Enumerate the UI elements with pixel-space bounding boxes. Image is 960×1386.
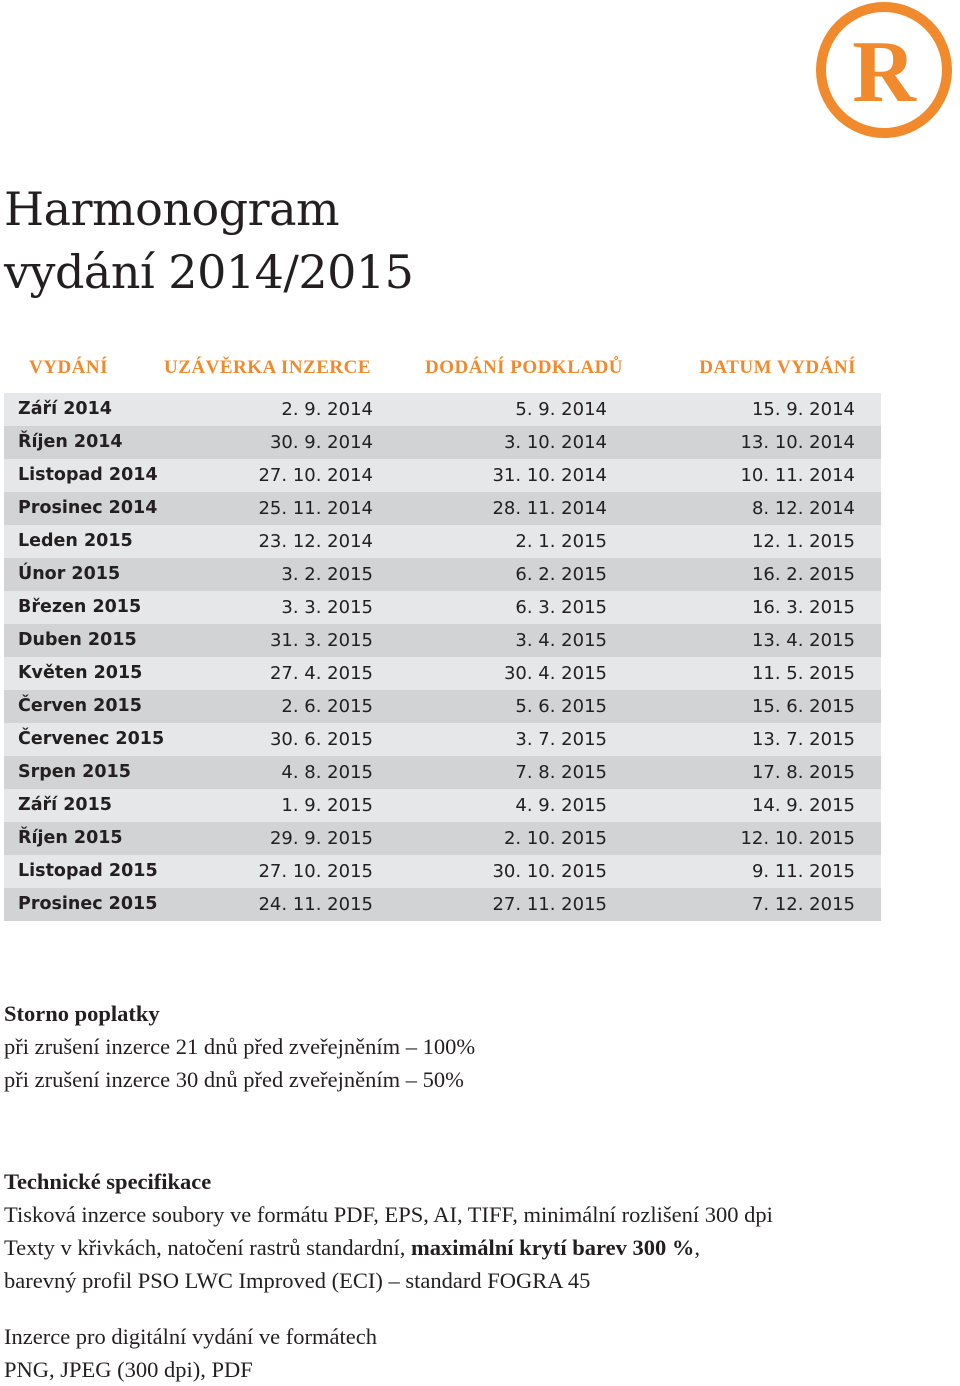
closing-date-cell: 29. 9. 2015 <box>269 828 373 849</box>
delivery-date-cell: 30. 10. 2015 <box>492 861 607 882</box>
closing-date-cell: 23. 12. 2014 <box>258 531 373 552</box>
publication-date-cell: 15. 9. 2014 <box>751 399 855 420</box>
table-row <box>4 624 881 657</box>
table-row <box>4 723 881 756</box>
closing-date-cell: 2. 9. 2014 <box>281 399 373 420</box>
delivery-date-cell: 3. 7. 2015 <box>515 729 607 750</box>
issue-cell: Říjen 2015 <box>18 828 123 848</box>
page-title <box>4 178 413 304</box>
issue-cell: Září 2014 <box>18 399 112 419</box>
closing-date-cell: 30. 6. 2015 <box>269 729 373 750</box>
publication-date-cell: 8. 12. 2014 <box>751 498 855 519</box>
table-row <box>4 426 881 459</box>
publication-date-cell: 12. 1. 2015 <box>751 531 855 552</box>
issue-cell: Červen 2015 <box>18 696 142 716</box>
publication-date-cell: 15. 6. 2015 <box>751 696 855 717</box>
column-header-delivery: DODÁNÍ PODKLADŮ <box>425 357 624 378</box>
issue-cell: Říjen 2014 <box>18 432 123 452</box>
cancellation-fees-section <box>4 997 475 1096</box>
table-row <box>4 690 881 723</box>
schedule-table-header <box>4 350 881 393</box>
table-row <box>4 822 881 855</box>
column-header-publication: DATUM VYDÁNÍ <box>699 357 856 378</box>
table-row <box>4 393 881 426</box>
technical-specs-section <box>4 1165 773 1297</box>
digital-edition-formats: PNG, JPEG (300 dpi), PDF <box>4 1357 253 1382</box>
publication-date-cell: 12. 10. 2015 <box>740 828 855 849</box>
delivery-date-cell: 28. 11. 2014 <box>492 498 607 519</box>
column-header-issue: VYDÁNÍ <box>29 357 108 378</box>
table-row <box>4 855 881 888</box>
delivery-date-cell: 27. 11. 2015 <box>492 894 607 915</box>
table-row <box>4 492 881 525</box>
closing-date-cell: 27. 10. 2015 <box>258 861 373 882</box>
column-header-closing: UZÁVĚRKA INZERCE <box>164 357 372 378</box>
issue-cell: Září 2015 <box>18 795 112 815</box>
delivery-date-cell: 2. 10. 2015 <box>503 828 607 849</box>
table-row <box>4 789 881 822</box>
issue-cell: Červenec 2015 <box>18 729 165 749</box>
issue-cell: Prosinec 2014 <box>18 498 158 518</box>
publication-date-cell: 16. 2. 2015 <box>751 564 855 585</box>
technical-spec-text: , <box>694 1235 700 1260</box>
table-row <box>4 888 881 921</box>
issue-cell: Únor 2015 <box>18 564 121 584</box>
closing-date-cell: 30. 9. 2014 <box>269 432 373 453</box>
publication-date-cell: 9. 11. 2015 <box>751 861 855 882</box>
delivery-date-cell: 5. 9. 2014 <box>515 399 607 420</box>
delivery-date-cell: 3. 4. 2015 <box>515 630 607 651</box>
issue-cell: Listopad 2015 <box>18 861 158 881</box>
issue-cell: Květen 2015 <box>18 663 143 683</box>
closing-date-cell: 3. 2. 2015 <box>281 564 373 585</box>
publication-date-cell: 16. 3. 2015 <box>751 597 855 618</box>
digital-edition-line: Inzerce pro digitální vydání ve formátech <box>4 1324 377 1349</box>
technical-specs-heading: Technické specifikace <box>4 1169 212 1194</box>
table-row <box>4 657 881 690</box>
logo-letter: R <box>852 24 916 121</box>
cancellation-fee-line: při zrušení inzerce 30 dnů před zveřejněním – 50% <box>4 1067 464 1092</box>
delivery-date-cell: 3. 10. 2014 <box>503 432 607 453</box>
closing-date-cell: 25. 11. 2014 <box>258 498 373 519</box>
delivery-date-cell: 7. 8. 2015 <box>515 762 607 783</box>
page-title-line-1: Harmonogram <box>4 182 340 236</box>
max-ink-coverage: maximální krytí barev 300 % <box>411 1235 695 1260</box>
table-row <box>4 525 881 558</box>
closing-date-cell: 1. 9. 2015 <box>281 795 373 816</box>
delivery-date-cell: 4. 9. 2015 <box>515 795 607 816</box>
closing-date-cell: 3. 3. 2015 <box>281 597 373 618</box>
issue-cell: Listopad 2014 <box>18 465 158 485</box>
issue-cell: Duben 2015 <box>18 630 137 650</box>
publication-date-cell: 14. 9. 2015 <box>751 795 855 816</box>
table-row <box>4 591 881 624</box>
logo <box>815 1 953 139</box>
table-row <box>4 558 881 591</box>
schedule-table <box>4 350 881 921</box>
table-row <box>4 459 881 492</box>
publication-date-cell: 10. 11. 2014 <box>740 465 855 486</box>
closing-date-cell: 4. 8. 2015 <box>281 762 373 783</box>
technical-spec-line <box>4 1231 773 1264</box>
publication-date-cell: 7. 12. 2015 <box>751 894 855 915</box>
cancellation-fees-heading: Storno poplatky <box>4 1001 160 1026</box>
delivery-date-cell: 30. 4. 2015 <box>503 663 607 684</box>
issue-cell: Srpen 2015 <box>18 762 131 782</box>
delivery-date-cell: 6. 2. 2015 <box>515 564 607 585</box>
closing-date-cell: 24. 11. 2015 <box>258 894 373 915</box>
page-title-line-2: vydání 2014/2015 <box>4 245 414 299</box>
delivery-date-cell: 6. 3. 2015 <box>515 597 607 618</box>
closing-date-cell: 2. 6. 2015 <box>281 696 373 717</box>
publication-date-cell: 13. 7. 2015 <box>751 729 855 750</box>
closing-date-cell: 27. 10. 2014 <box>258 465 373 486</box>
publication-date-cell: 17. 8. 2015 <box>751 762 855 783</box>
cancellation-fee-line: při zrušení inzerce 21 dnů před zveřejněním – 100% <box>4 1034 476 1059</box>
technical-spec-line: barevný profil PSO LWC Improved (ECI) – standard FOGRA 45 <box>4 1268 591 1293</box>
publication-date-cell: 11. 5. 2015 <box>751 663 855 684</box>
delivery-date-cell: 31. 10. 2014 <box>492 465 607 486</box>
delivery-date-cell: 2. 1. 2015 <box>515 531 607 552</box>
technical-spec-line: Tisková inzerce soubory ve formátu PDF, EPS, AI, TIFF, minimální rozlišení 300 dpi <box>4 1202 773 1227</box>
technical-spec-text: Texty v křivkách, natočení rastrů standardní, <box>4 1235 412 1260</box>
schedule-table-body <box>4 393 881 921</box>
closing-date-cell: 31. 3. 2015 <box>269 630 373 651</box>
closing-date-cell: 27. 4. 2015 <box>269 663 373 684</box>
publication-date-cell: 13. 4. 2015 <box>751 630 855 651</box>
issue-cell: Leden 2015 <box>18 531 133 551</box>
digital-edition-section <box>4 1320 377 1386</box>
issue-cell: Březen 2015 <box>18 597 142 617</box>
issue-cell: Prosinec 2015 <box>18 894 158 914</box>
table-row <box>4 756 881 789</box>
publication-date-cell: 13. 10. 2014 <box>740 432 855 453</box>
delivery-date-cell: 5. 6. 2015 <box>515 696 607 717</box>
